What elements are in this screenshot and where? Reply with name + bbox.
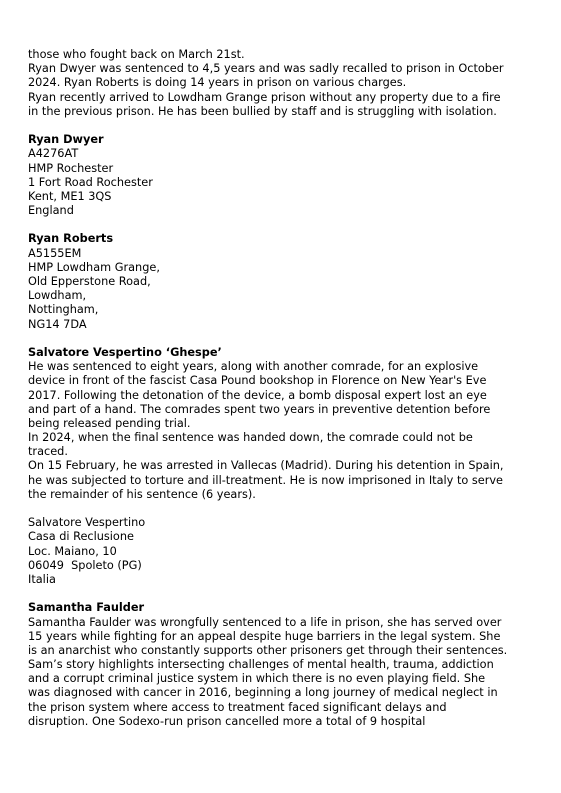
address-line: A4276AT: [28, 147, 79, 161]
intro-paragraph: [28, 48, 540, 119]
address-line: A5155EM: [28, 246, 82, 260]
address-line: 1 Fort Road Rochester: [28, 175, 153, 189]
address-line: Salvatore Vespertino: [28, 516, 146, 530]
paragraph-gap: [28, 587, 540, 601]
story-line: 2017. Following the detonation of the device, a bomb disposal expert lost an eye: [28, 388, 487, 402]
paragraph-gap: [28, 119, 540, 133]
paragraph-gap: [28, 218, 540, 232]
address-line: Kent, ME1 3QS: [28, 189, 112, 203]
story-line: Samantha Faulder was wrongfully sentenced to a life in prison, she has served over: [28, 615, 502, 629]
address-line: Loc. Maiano, 10: [28, 544, 117, 558]
story-line: Sam’s story highlights intersecting challenges of mental health, trauma, addiction: [28, 658, 494, 672]
story-line: the prison system where access to treatment faced significant delays and: [28, 700, 447, 714]
prisoner-name: Ryan Dwyer: [28, 133, 104, 147]
story-line: disruption. One Sodexo-run prison cancelled more a total of 9 hospital: [28, 714, 426, 728]
address-line: Old Epperstone Road,: [28, 275, 151, 288]
paragraph-gap: [28, 332, 540, 346]
prisoner-entry-dwyer: [28, 133, 540, 218]
story-line: and part of a hand. The comrades spent two years in preventive detention before: [28, 402, 491, 416]
story-line: was diagnosed with cancer in 2016, beginning a long journey of medical neglect in: [28, 686, 498, 700]
address-line: Italia: [28, 572, 56, 586]
text-line: in the previous prison. He has been bullied by staff and is struggling with isolation.: [28, 104, 497, 118]
story-line: the remainder of his sentence (6 years).: [28, 487, 256, 501]
prisoner-name: Ryan Roberts: [28, 232, 114, 246]
story-line: device in front of the fascist Casa Pound bookshop in Florence on New Year's Eve: [28, 374, 487, 388]
story-line: is an anarchist who constantly supports other prisoners get through their sentences.: [28, 643, 508, 657]
story-line: he was subjected to torture and ill-treatment. He is now imprisoned in Italy to serve: [28, 473, 503, 487]
address-line: England: [28, 204, 74, 218]
prisoner-name: Salvatore Vespertino ‘Ghespe’: [28, 345, 222, 359]
address-line: HMP Lowdham Grange,: [28, 260, 160, 274]
story-line: He was sentenced to eight years, along with another comrade, for an explosive: [28, 360, 479, 374]
paragraph-gap: [28, 502, 540, 516]
address-line: HMP Rochester: [28, 161, 114, 175]
prisoner-name: Samantha Faulder: [28, 601, 145, 615]
address-line: Lowdham,: [28, 289, 87, 303]
text-line: those who fought back on March 21st.: [28, 48, 245, 61]
address-line: Casa di Reclusione: [28, 530, 134, 544]
text-line: 2024. Ryan Roberts is doing 14 years in prison on various charges.: [28, 76, 407, 90]
prisoner-entry-roberts: [28, 232, 540, 331]
story-line: 15 years while fighting for an appeal despite huge barriers in the legal system. She: [28, 629, 501, 643]
address-line: NG14 7DA: [28, 317, 87, 331]
story-line: being released pending trial.: [28, 416, 191, 430]
prisoner-entry-faulder: [28, 601, 540, 729]
story-line: In 2024, when the final sentence was handed down, the comrade could not be: [28, 431, 473, 445]
address-line: Nottingham,: [28, 303, 99, 317]
text-line: Ryan recently arrived to Lowdham Grange prison without any property due to a fire: [28, 90, 501, 104]
prisoner-entry-vespertino: [28, 346, 540, 587]
text-line: Ryan Dwyer was sentenced to 4,5 years and was sadly recalled to prison in October: [28, 62, 504, 76]
address-line: 06049 Spoleto (PG): [28, 558, 142, 572]
story-line: On 15 February, he was arrested in Vallecas (Madrid). During his detention in Spain,: [28, 459, 504, 473]
document-page: [28, 48, 540, 729]
story-line: traced.: [28, 445, 68, 459]
story-line: and a corrupt criminal justice system in which there is no even playing field. She: [28, 672, 486, 686]
